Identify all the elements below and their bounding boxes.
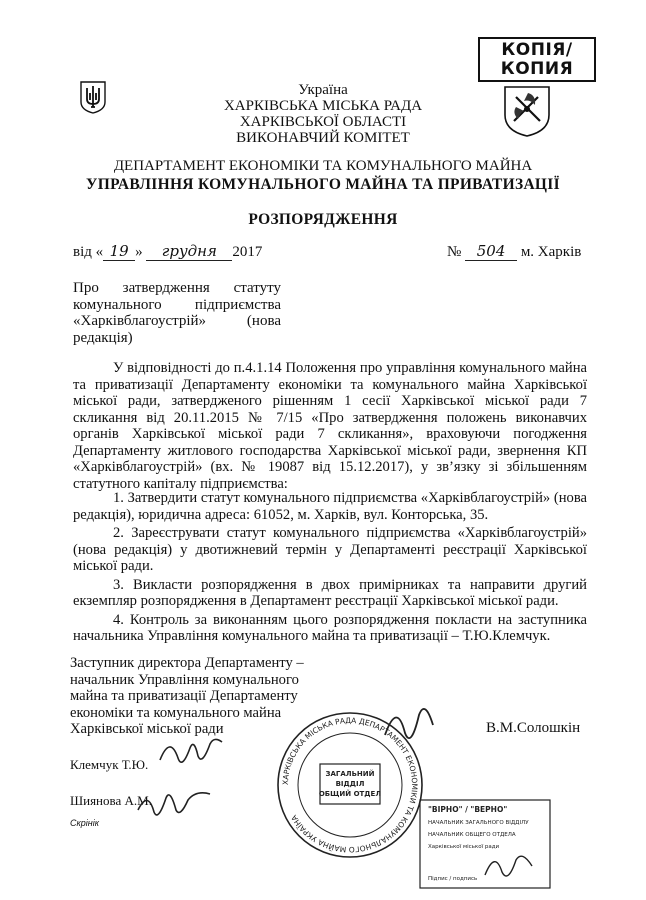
signature-klemchuk: [150, 730, 230, 780]
date-year: 2017: [232, 244, 263, 260]
stamp-center-2: ВІДДІЛ: [335, 780, 365, 788]
header-council: ХАРКІВСЬКА МІСЬКА РАДА: [223, 98, 423, 114]
signatory-position: Заступник директора Департаменту – начальник Управління комунального майна та приватизації Департаменту економіки та комунального майна Харківської міської ради: [70, 655, 304, 737]
place: м. Харків: [520, 244, 582, 260]
number-field: № 504 м. Харків: [447, 242, 582, 260]
approval-name-2: Шиянова А.М.: [70, 793, 152, 808]
rect-stamp-line4: Харківської міської ради: [428, 844, 500, 850]
header-country: Україна: [298, 82, 348, 98]
stamp-ring-text: ХАРКІВСЬКА МІСЬКА РАДА ДЕПАРТАМЕНТ ЕКОНОМІКИ ТА КОМУНАЛЬНОГО МАЙНА УКРАЇНА: [280, 715, 420, 855]
rect-stamp-line3: НАЧАЛЬНИК ОБЩЕГО ОТДЕЛА: [428, 832, 516, 838]
header-directorate: УПРАВЛІННЯ КОМУНАЛЬНОГО МАЙНА ТА ПРИВАТИЗАЦІЇ: [86, 176, 560, 193]
signature-shyianova: [130, 782, 220, 827]
stamp-center-1: ЗАГАЛЬНИЙ: [325, 770, 375, 778]
date-field: від « 19 » грудня 2017: [73, 242, 263, 260]
header-department: ДЕПАРТАМЕНТ ЕКОНОМІКИ ТА КОМУНАЛЬНОГО МАЙНА: [113, 158, 533, 174]
rect-stamp-line1: "ВІРНО" / "ВЕРНО": [428, 805, 508, 814]
approval-name-1: Клемчук Т.Ю.: [70, 757, 149, 772]
copy-stamp: [478, 37, 596, 82]
header-committee: ВИКОНАВЧИЙ КОМІТЕТ: [236, 130, 410, 146]
list-item: 4. Контроль за виконанням цього розпорядження покласти на заступника начальника Управління комунального майна та приватизації – Т.Ю.Клемчук.: [73, 611, 587, 644]
scrinnik-label: Скрінік: [70, 818, 99, 828]
preamble-text: У відповідності до п.4.1.14 Положення про управління комунального майна та приватизації Департаменту економіки та комунального майна Харківської міської ради, затвердженого рішенням 1 сесії Харківської міської ради 7 скликання від 20.11.2015 № 7/15 «Про затвердження положень виконавчих органів Харківської міської ради 7 скликання», враховуючи погодження Департаменту житлового господарства Харківської міської ради, звернення КП «Харківблагоустрій» (вх. № 19087 від 15.12.2017), у зв’язку зі збільшенням статутного капіталу підприємства:: [73, 360, 587, 492]
rect-stamp-line2: НАЧАЛЬНИК ЗАГАЛЬНОГО ВІДДІЛУ: [428, 820, 529, 826]
list-item: 3. Викласти розпорядження в двох примірниках та направити другий екземпляр розпорядження в Департамент реєстрації Харківської міської ради.: [73, 576, 587, 609]
stamp-center-3: ОБЩИЙ ОТДЕЛ: [318, 790, 382, 798]
list-item: 2. Зареєструвати статут комунального підприємства «Харківблагоустрій» (нова редакція) у двотижневий термін у Департаменті реєстрації Харківської міської ради.: [73, 525, 587, 574]
header-region: ХАРКІВСЬКОЇ ОБЛАСТІ: [239, 114, 407, 130]
rect-stamp-sign: Підпис / подпись: [428, 876, 478, 882]
document-number: 504: [465, 242, 517, 261]
date-month: грудня: [146, 242, 232, 261]
copy-stamp-line2: КОПИЯ: [500, 58, 574, 79]
document-subject: Про затвердження статуту комунального підприємства «Харківблагоустрій» (нова редакція): [73, 280, 281, 346]
official-stamp: [270, 680, 560, 895]
signatory-name: В.М.Солошкін: [486, 720, 581, 736]
items-list: [73, 490, 587, 647]
document-type: РОЗПОРЯДЖЕННЯ: [248, 211, 398, 228]
copy-stamp-line1: КОПІЯ/: [501, 39, 573, 60]
list-item: 1. Затвердити статут комунального підприємства «Харківблагоустрій» (нова редакція), юридична адреса: 61052, м. Харків, вул. Конторська, 35.: [73, 490, 588, 523]
date-day: 19: [103, 242, 135, 261]
